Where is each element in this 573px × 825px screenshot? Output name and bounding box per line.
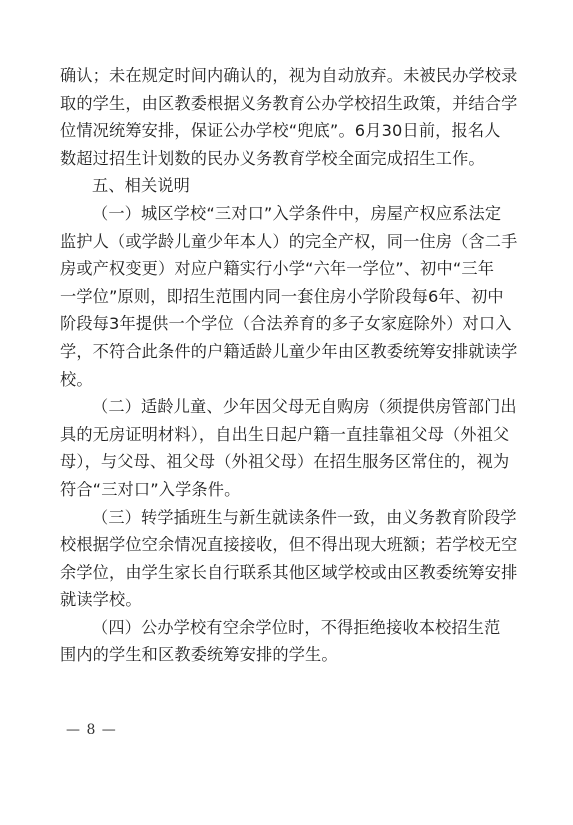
paragraph-2-line: （二）适龄儿童、少年因父母无自购房（须提供房管部门出 [92,397,517,417]
paragraph-3-line: （三）转学插班生与新生就读条件一致，由义务教育阶段学 [92,507,517,527]
paragraph-2-line: 符合“三对口”入学条件。 [60,479,241,499]
paragraph-1-line: 一学位”原则，即招生范围内同一套住房小学阶段每6年、初中 [60,286,504,306]
paragraph-1-line: 校。 [60,369,93,389]
text-line: 位情况统筹安排，保证公办学校“兜底”。6月30日前，报名人 [60,121,501,141]
page-number: — 8 — [66,722,117,738]
document-body [60,62,518,669]
paragraph-2-line: 具的无房证明材料），自出生日起户籍一直挂靠祖父母（外祖父 [60,424,510,444]
text-line: 取的学生，由区教委根据义务教育公办学校招生政策，并结合学 [60,93,518,113]
paragraph-4-line: 围内的学生和区教委统筹安排的学生。 [60,645,338,665]
paragraph-1-line: 监护人（或学龄儿童少年本人）的完全产权，同一住房（含二手 [60,231,518,251]
paragraph-3-line: 就读学校。 [60,590,142,610]
paragraph-1-line: 阶段每3年提供一个学位（合法养育的多子女家庭除外）对口入 [60,314,512,334]
paragraph-4-line: （四）公办学校有空余学位时，不得拒绝接收本校招生范 [92,617,501,637]
paragraph-1-line: 房或产权变更）对应户籍实行小学“六年一学位”、初中“三年 [60,259,495,279]
paragraph-2-line: 母），与父母、祖父母（外祖父母）在招生服务区常住的，视为 [60,452,510,472]
paragraph-3-line: 余学位，由学生家长自行联系其他区域学校或由区教委统筹安排 [60,562,518,582]
text-line: 确认；未在规定时间内确认的，视为自动放弃。未被民办学校录 [60,66,518,85]
section-heading: 五、相关说明 [92,176,191,196]
text-line: 数超过招生计划数的民办义务教育学校全面完成招生工作。 [60,148,485,168]
paragraph-1-line: 学，不符合此条件的户籍适龄儿童少年由区教委统筹安排就读学 [60,341,518,361]
paragraph-1-line: （一）城区学校“三对口”入学条件中，房屋产权应系法定 [92,203,502,223]
paragraph-3-line: 校根据学位空余情况直接接收，但不得出现大班额；若学校无空 [60,535,518,555]
